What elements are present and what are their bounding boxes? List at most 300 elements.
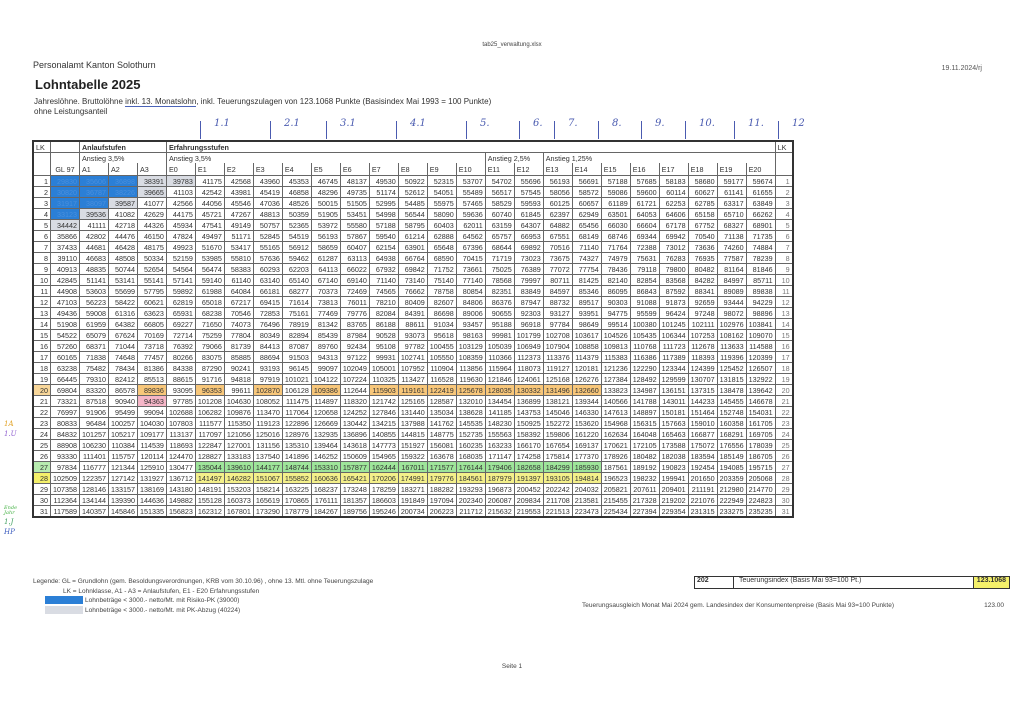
salary-cell: 35866 bbox=[51, 231, 80, 242]
salary-cell: 64084 bbox=[224, 286, 253, 297]
salary-cell: 51505 bbox=[340, 198, 369, 209]
salary-cell: 75259 bbox=[195, 330, 224, 341]
salary-cell: 59636 bbox=[456, 209, 485, 220]
legend bbox=[33, 577, 373, 615]
salary-cell: 54519 bbox=[282, 231, 311, 242]
salary-cell: 93330 bbox=[51, 451, 80, 462]
salary-cell: 54564 bbox=[166, 264, 195, 275]
salary-cell: 196523 bbox=[601, 473, 630, 484]
salary-cell: 94775 bbox=[601, 308, 630, 319]
salary-cell: 54702 bbox=[485, 176, 514, 187]
salary-cell: 131496 bbox=[543, 385, 572, 396]
salary-cell: 115350 bbox=[224, 418, 253, 429]
salary-cell: 71650 bbox=[195, 319, 224, 330]
salary-cell: 146678 bbox=[746, 396, 775, 407]
handwritten-mark: 8. bbox=[612, 118, 622, 129]
salary-cell: 109386 bbox=[311, 385, 340, 396]
salary-cell: 108858 bbox=[572, 341, 601, 352]
lk-cell: 4 bbox=[33, 209, 51, 220]
salary-cell: 48508 bbox=[108, 253, 137, 264]
salary-cell: 56691 bbox=[572, 176, 601, 187]
salary-cell: 215632 bbox=[485, 506, 514, 518]
salary-cell: 95499 bbox=[108, 407, 137, 418]
salary-cell: 98649 bbox=[572, 319, 601, 330]
salary-cell: 99097 bbox=[311, 363, 340, 374]
salary-cell: 50359 bbox=[282, 209, 311, 220]
salary-cell: 47103 bbox=[51, 297, 80, 308]
file-name: tab25_verwaltung.xlsx bbox=[482, 42, 542, 48]
salary-cell: 211191 bbox=[688, 484, 717, 495]
salary-cell: 173290 bbox=[253, 506, 282, 518]
lk-cell-right: 6 bbox=[775, 231, 793, 242]
salary-cell: 52995 bbox=[369, 198, 398, 209]
salary-cell: 65931 bbox=[166, 308, 195, 319]
salary-cell: 112364 bbox=[51, 495, 80, 506]
salary-cell: 71044 bbox=[108, 341, 137, 352]
salary-cell: 75161 bbox=[282, 308, 311, 319]
salary-cell: 95599 bbox=[630, 308, 659, 319]
salary-cell: 99611 bbox=[224, 385, 253, 396]
salary-cell: 88341 bbox=[688, 286, 717, 297]
salary-cell: 176144 bbox=[456, 462, 485, 473]
lk-cell-right: 23 bbox=[775, 418, 793, 429]
lk-cell-right: 3 bbox=[775, 198, 793, 209]
salary-cell: 184299 bbox=[543, 462, 572, 473]
salary-cell: 95188 bbox=[485, 319, 514, 330]
handwritten-divider bbox=[685, 121, 686, 139]
salary-cell: 171147 bbox=[485, 451, 514, 462]
salary-cell: 60627 bbox=[688, 187, 717, 198]
salary-cell: 148191 bbox=[195, 484, 224, 495]
lk-cell: 18 bbox=[33, 363, 51, 374]
table-row bbox=[33, 407, 793, 418]
salary-cell: 115757 bbox=[108, 451, 137, 462]
salary-cell: 68644 bbox=[485, 242, 514, 253]
salary-cell: 42802 bbox=[79, 231, 108, 242]
header-blank bbox=[775, 153, 793, 164]
salary-cell: 63623 bbox=[137, 308, 166, 319]
column-header-e18: E18 bbox=[688, 163, 717, 176]
lk-cell-right: 20 bbox=[775, 385, 793, 396]
salary-cell: 63140 bbox=[253, 275, 282, 286]
salary-cell: 141762 bbox=[427, 418, 456, 429]
salary-cell: 146330 bbox=[572, 407, 601, 418]
table-row bbox=[33, 187, 793, 198]
salary-cell: 87984 bbox=[340, 330, 369, 341]
column-header-e0: E0 bbox=[166, 163, 195, 176]
salary-cell: 79776 bbox=[340, 308, 369, 319]
salary-cell: 136899 bbox=[514, 396, 543, 407]
lk-cell: 8 bbox=[33, 253, 51, 264]
salary-cell: 62154 bbox=[369, 242, 398, 253]
salary-cell: 76011 bbox=[340, 297, 369, 308]
salary-cell: 91503 bbox=[282, 352, 311, 363]
salary-cell: 122357 bbox=[79, 473, 108, 484]
salary-cell: 153203 bbox=[224, 484, 253, 495]
lk-cell-right: 7 bbox=[775, 242, 793, 253]
salary-cell: 57465 bbox=[456, 198, 485, 209]
salary-cell: 76997 bbox=[51, 407, 80, 418]
salary-cell: 129599 bbox=[659, 374, 688, 385]
salary-cell: 60114 bbox=[659, 187, 688, 198]
salary-cell: 180482 bbox=[630, 451, 659, 462]
handwritten-divider bbox=[641, 121, 642, 139]
salary-cell: 107803 bbox=[166, 418, 195, 429]
salary-cell: 68590 bbox=[427, 253, 456, 264]
salary-cell: 70169 bbox=[137, 330, 166, 341]
salary-cell: 57260 bbox=[51, 341, 80, 352]
salary-cell: 45419 bbox=[253, 187, 282, 198]
salary-cell: 64113 bbox=[311, 264, 340, 275]
column-header-a1: A1 bbox=[79, 163, 108, 176]
salary-cell: 52159 bbox=[166, 253, 195, 264]
salary-cell: 113470 bbox=[253, 407, 282, 418]
salary-cell: 109813 bbox=[601, 341, 630, 352]
salary-cell: 122896 bbox=[282, 418, 311, 429]
column-header-e16: E16 bbox=[630, 163, 659, 176]
salary-cell: 139642 bbox=[746, 385, 775, 396]
salary-cell: 43981 bbox=[224, 187, 253, 198]
salary-cell: 93457 bbox=[456, 319, 485, 330]
salary-cell: 115903 bbox=[369, 385, 398, 396]
salary-cell: 134454 bbox=[485, 396, 514, 407]
salary-cell: 150609 bbox=[340, 451, 369, 462]
salary-cell: 101257 bbox=[79, 429, 108, 440]
lk-cell: 16 bbox=[33, 341, 51, 352]
salary-cell: 145046 bbox=[543, 407, 572, 418]
salary-cell: 96145 bbox=[282, 363, 311, 374]
salary-cell: 68238 bbox=[195, 308, 224, 319]
salary-cell: 44476 bbox=[108, 231, 137, 242]
salary-cell: 219202 bbox=[659, 495, 688, 506]
salary-cell: 137315 bbox=[688, 385, 717, 396]
lk-cell: 9 bbox=[33, 264, 51, 275]
lk-cell-right: 10 bbox=[775, 275, 793, 286]
salary-cell: 160373 bbox=[224, 495, 253, 506]
salary-cell: 62011 bbox=[456, 220, 485, 231]
legend-grey-text: Lohnbeträge < 3000.- netto/Mt. mit PK-Abzug (40224) bbox=[85, 606, 241, 614]
lk-cell-right: 17 bbox=[775, 352, 793, 363]
salary-cell: 57188 bbox=[601, 176, 630, 187]
handwritten-mark: 5. bbox=[480, 118, 490, 129]
salary-cell: 48835 bbox=[79, 264, 108, 275]
salary-cell: 113633 bbox=[717, 341, 746, 352]
column-header-e6: E6 bbox=[340, 163, 369, 176]
salary-cell: 62949 bbox=[572, 209, 601, 220]
salary-cell: 82607 bbox=[427, 297, 456, 308]
handwritten-divider bbox=[519, 121, 520, 139]
salary-cell: 82084 bbox=[369, 308, 398, 319]
salary-cell: 66030 bbox=[601, 220, 630, 231]
salary-cell: 50744 bbox=[108, 264, 137, 275]
salary-cell: 55810 bbox=[224, 253, 253, 264]
lk-cell: 29 bbox=[33, 484, 51, 495]
salary-cell: 191397 bbox=[514, 473, 543, 484]
header-lk-right: LK bbox=[775, 141, 793, 153]
table-row bbox=[33, 462, 793, 473]
salary-cell: 132922 bbox=[746, 374, 775, 385]
salary-cell: 154968 bbox=[601, 418, 630, 429]
salary-cell: 124399 bbox=[688, 363, 717, 374]
salary-cell: 111723 bbox=[659, 341, 688, 352]
teuerung-box bbox=[694, 576, 1010, 589]
salary-cell: 60293 bbox=[253, 264, 282, 275]
salary-cell: 52612 bbox=[398, 187, 427, 198]
salary-cell: 159806 bbox=[543, 429, 572, 440]
lk-cell: 1 bbox=[33, 176, 51, 187]
salary-cell: 63113 bbox=[340, 253, 369, 264]
salary-cell: 125910 bbox=[137, 462, 166, 473]
salary-cell: 46428 bbox=[108, 242, 137, 253]
salary-cell: 49149 bbox=[224, 220, 253, 231]
salary-cell: 95108 bbox=[369, 341, 398, 352]
lk-cell: 2 bbox=[33, 187, 51, 198]
salary-cell: 133823 bbox=[601, 385, 630, 396]
lk-cell: 26 bbox=[33, 451, 51, 462]
salary-cell: 153620 bbox=[572, 418, 601, 429]
salary-cell: 110366 bbox=[485, 352, 514, 363]
lk-cell: 23 bbox=[33, 418, 51, 429]
salary-cell: 41077 bbox=[137, 198, 166, 209]
salary-cell: 162312 bbox=[195, 506, 224, 518]
salary-cell: 69415 bbox=[253, 297, 282, 308]
salary-cell: 179406 bbox=[485, 462, 514, 473]
salary-cell: 130332 bbox=[514, 385, 543, 396]
salary-cell: 80409 bbox=[398, 297, 427, 308]
salary-cell: 183271 bbox=[398, 484, 427, 495]
salary-cell: 113137 bbox=[166, 429, 195, 440]
lk-cell-right: 13 bbox=[775, 308, 793, 319]
table-row bbox=[33, 418, 793, 429]
salary-cell: 74327 bbox=[572, 253, 601, 264]
salary-cell: 98072 bbox=[717, 308, 746, 319]
salary-cell: 211712 bbox=[456, 506, 485, 518]
salary-cell: 122290 bbox=[630, 363, 659, 374]
salary-cell: 67932 bbox=[369, 264, 398, 275]
salary-cell: 39587 bbox=[108, 198, 137, 209]
salary-cell: 99094 bbox=[137, 407, 166, 418]
salary-cell: 108052 bbox=[253, 396, 282, 407]
salary-cell: 102111 bbox=[688, 319, 717, 330]
salary-cell: 96918 bbox=[514, 319, 543, 330]
salary-cell: 91873 bbox=[659, 297, 688, 308]
salary-cell: 74884 bbox=[746, 242, 775, 253]
salary-cell: 52654 bbox=[137, 264, 166, 275]
handwritten-mark: 10. bbox=[699, 118, 715, 129]
anstieg-erfahrung: Anstieg 3,5% bbox=[166, 153, 485, 164]
salary-cell: 206223 bbox=[427, 506, 456, 518]
lk-cell: 27 bbox=[33, 462, 51, 473]
header-blank bbox=[33, 163, 51, 176]
salary-cell: 128492 bbox=[630, 374, 659, 385]
date-stamp: 19.11.2024/rj bbox=[941, 65, 982, 72]
salary-cell: 93951 bbox=[572, 308, 601, 319]
salary-cell: 94313 bbox=[311, 352, 340, 363]
lk-cell: 5 bbox=[33, 220, 51, 231]
salary-cell: 160636 bbox=[311, 473, 340, 484]
salary-cell: 178039 bbox=[746, 440, 775, 451]
salary-cell: 64382 bbox=[108, 319, 137, 330]
lk-cell-right: 11 bbox=[775, 286, 793, 297]
salary-cell: 59600 bbox=[630, 187, 659, 198]
salary-cell: 151335 bbox=[137, 506, 166, 518]
salary-cell: 92659 bbox=[688, 297, 717, 308]
salary-cell: 148897 bbox=[630, 407, 659, 418]
salary-cell: 139610 bbox=[224, 462, 253, 473]
salary-cell: 59462 bbox=[282, 253, 311, 264]
salary-cell: 77587 bbox=[717, 253, 746, 264]
salary-cell: 53141 bbox=[108, 275, 137, 286]
salary-cell: 62819 bbox=[166, 297, 195, 308]
salary-cell: 205821 bbox=[601, 484, 630, 495]
salary-cell: 60165 bbox=[51, 352, 80, 363]
column-header-e5: E5 bbox=[311, 163, 340, 176]
salary-cell: 206087 bbox=[485, 495, 514, 506]
salary-cell: 126276 bbox=[572, 374, 601, 385]
salary-cell: 115964 bbox=[485, 363, 514, 374]
column-header-e14: E14 bbox=[572, 163, 601, 176]
salary-cell: 174258 bbox=[514, 451, 543, 462]
salary-cell: 161705 bbox=[746, 418, 775, 429]
side-note: HP bbox=[4, 528, 15, 536]
column-header-e9: E9 bbox=[427, 163, 456, 176]
salary-cell: 39110 bbox=[51, 253, 80, 264]
salary-cell: 113376 bbox=[543, 352, 572, 363]
salary-cell: 198232 bbox=[630, 473, 659, 484]
salary-cell: 68901 bbox=[746, 220, 775, 231]
header-erfahrungsstufen: Erfahrungsstufen bbox=[166, 141, 775, 153]
handwritten-mark: 7. bbox=[568, 118, 578, 129]
salary-cell: 202340 bbox=[456, 495, 485, 506]
salary-cell: 144233 bbox=[688, 396, 717, 407]
salary-cell: 78436 bbox=[601, 264, 630, 275]
salary-cell: 204032 bbox=[572, 484, 601, 495]
teuerung-note-value: 123.00 bbox=[984, 602, 1004, 609]
salary-cell: 106282 bbox=[195, 407, 224, 418]
salary-cell: 120114 bbox=[137, 451, 166, 462]
salary-cell: 98163 bbox=[456, 330, 485, 341]
lk-cell-right: 27 bbox=[775, 462, 793, 473]
page-number: Seite 1 bbox=[501, 663, 523, 670]
lk-cell-right: 30 bbox=[775, 495, 793, 506]
legend-swatch-blue bbox=[45, 596, 83, 604]
column-header-e11: E11 bbox=[485, 163, 514, 176]
salary-cell: 91088 bbox=[630, 297, 659, 308]
salary-cell: 94363 bbox=[137, 396, 166, 407]
salary-cell: 144815 bbox=[398, 429, 427, 440]
salary-table bbox=[32, 140, 794, 518]
salary-cell: 96424 bbox=[659, 308, 688, 319]
salary-cell: 167011 bbox=[398, 462, 427, 473]
salary-cell: 53603 bbox=[79, 286, 108, 297]
salary-cell: 46745 bbox=[311, 176, 340, 187]
salary-cell: 59177 bbox=[717, 176, 746, 187]
salary-cell: 176556 bbox=[717, 440, 746, 451]
salary-cell: 64882 bbox=[543, 220, 572, 231]
salary-cell: 86188 bbox=[369, 319, 398, 330]
salary-cell: 156823 bbox=[166, 506, 195, 518]
lk-cell-right: 5 bbox=[775, 220, 793, 231]
salary-cell: 85711 bbox=[746, 275, 775, 286]
handwritten-mark: 11. bbox=[748, 118, 764, 129]
lk-cell-right: 25 bbox=[775, 440, 793, 451]
salary-cell: 67217 bbox=[224, 297, 253, 308]
salary-cell: 134144 bbox=[79, 495, 108, 506]
desc-line2: ohne Leistungsanteil bbox=[34, 107, 108, 116]
page-title: Lohntabelle 2025 bbox=[35, 77, 141, 92]
salary-cell: 215455 bbox=[601, 495, 630, 506]
salary-cell: 46150 bbox=[137, 231, 166, 242]
salary-cell: 54051 bbox=[427, 187, 456, 198]
table-row bbox=[33, 242, 793, 253]
salary-cell: 127384 bbox=[601, 374, 630, 385]
salary-cell: 47267 bbox=[224, 209, 253, 220]
salary-cell: 58529 bbox=[485, 198, 514, 209]
salary-cell: 149882 bbox=[166, 495, 195, 506]
salary-cell: 233275 bbox=[717, 506, 746, 518]
salary-cell: 212980 bbox=[717, 484, 746, 495]
anstieg-e13: Anstieg 1,25% bbox=[543, 153, 775, 164]
salary-cell: 45353 bbox=[282, 176, 311, 187]
salary-cell: 51908 bbox=[51, 319, 80, 330]
salary-cell: 74565 bbox=[369, 286, 398, 297]
salary-cell: 227394 bbox=[630, 506, 659, 518]
salary-cell: 70516 bbox=[543, 242, 572, 253]
teuerung-label: Teuerungsindex (Basis Mai 93=100 Pt.) bbox=[739, 577, 862, 584]
salary-cell: 209834 bbox=[514, 495, 543, 506]
salary-cell: 58183 bbox=[659, 176, 688, 187]
salary-cell: 72469 bbox=[340, 286, 369, 297]
legend-line1: Legende: GL = Grundlohn (gem. Besoldungsverordnungen, KRB vom 30.10.96) , ohne 13. Mtl. ohne Teuerungszulage bbox=[33, 578, 374, 585]
salary-cell: 48137 bbox=[340, 176, 369, 187]
column-header-e2: E2 bbox=[224, 163, 253, 176]
lk-cell-right: 29 bbox=[775, 484, 793, 495]
salary-cell: 167654 bbox=[543, 440, 572, 451]
handwritten-divider bbox=[778, 121, 779, 139]
salary-cell: 118073 bbox=[514, 363, 543, 374]
salary-cell: 128587 bbox=[427, 396, 456, 407]
salary-cell: 127846 bbox=[369, 407, 398, 418]
handwritten-mark: 1.1 bbox=[214, 118, 230, 129]
salary-cell: 118393 bbox=[688, 352, 717, 363]
salary-cell: 49923 bbox=[166, 242, 195, 253]
lk-cell: 30 bbox=[33, 495, 51, 506]
lk-cell-right: 24 bbox=[775, 429, 793, 440]
salary-cell: 44681 bbox=[79, 242, 108, 253]
salary-cell: 51141 bbox=[79, 275, 108, 286]
salary-cell: 100380 bbox=[630, 319, 659, 330]
salary-cell: 93073 bbox=[398, 330, 427, 341]
salary-cell: 104526 bbox=[601, 330, 630, 341]
table-row bbox=[33, 440, 793, 451]
salary-cell: 79310 bbox=[79, 374, 108, 385]
salary-cell: 131156 bbox=[253, 440, 282, 451]
salary-cell: 75482 bbox=[79, 363, 108, 374]
salary-cell: 61655 bbox=[746, 187, 775, 198]
lk-cell-right: 18 bbox=[775, 363, 793, 374]
salary-cell: 60403 bbox=[427, 220, 456, 231]
salary-cell: 73675 bbox=[543, 253, 572, 264]
salary-cell: 102049 bbox=[340, 363, 369, 374]
lk-cell: 25 bbox=[33, 440, 51, 451]
salary-cell: 37433 bbox=[51, 242, 80, 253]
lk-cell-right: 8 bbox=[775, 253, 793, 264]
salary-cell: 93193 bbox=[253, 363, 282, 374]
salary-cell: 160358 bbox=[717, 418, 746, 429]
salary-cell: 39783 bbox=[166, 176, 195, 187]
salary-cell: 168237 bbox=[311, 484, 340, 495]
legend-swatch-grey bbox=[45, 606, 83, 614]
